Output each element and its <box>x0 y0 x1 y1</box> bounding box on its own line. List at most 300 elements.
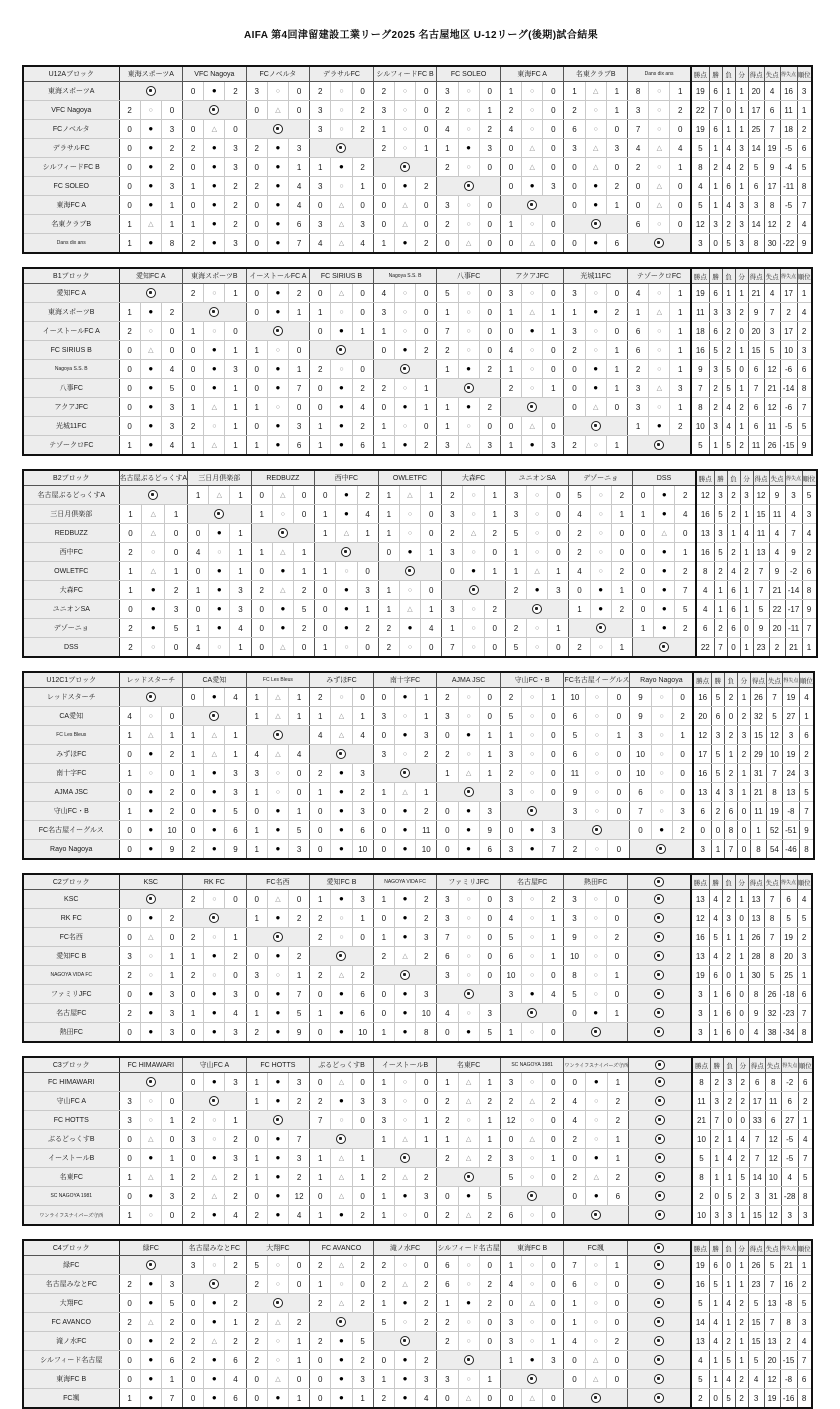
stat-value: 6 <box>780 890 797 909</box>
loss-icon: ● <box>585 177 606 196</box>
draw-icon: △ <box>204 398 225 417</box>
score-for: 0 <box>246 1187 267 1206</box>
team-name: ワンライフスナイパーズ守西 <box>23 1206 119 1226</box>
stat-value: 3 <box>797 82 812 101</box>
win-icon: ○ <box>458 1004 479 1023</box>
stat-value: 8 <box>692 1168 710 1187</box>
draw-icon: △ <box>272 486 293 505</box>
score-for: 4 <box>188 638 209 658</box>
score-for: 0 <box>564 177 585 196</box>
stat-value: 2 <box>735 1294 748 1313</box>
score-for: 0 <box>246 158 267 177</box>
draw-icon: △ <box>522 303 543 322</box>
score-against: 0 <box>479 909 500 928</box>
team-column-header: 愛知FC B <box>310 874 374 890</box>
loss-icon: ● <box>209 600 230 619</box>
team-column-header: NAGOYA VIDA FC <box>373 874 437 890</box>
stat-value: 1 <box>797 284 812 303</box>
draw-icon: △ <box>331 196 352 215</box>
loss-icon: ● <box>336 581 357 600</box>
win-icon: ○ <box>649 215 670 234</box>
score-against: 0 <box>479 928 500 947</box>
stat-value: 0 <box>736 1111 749 1130</box>
loss-icon: ● <box>140 120 161 139</box>
score-for: 2 <box>373 947 394 966</box>
win-icon: ○ <box>331 688 352 707</box>
score-against: 0 <box>606 120 627 139</box>
team-column-header: 名東FC <box>437 1057 501 1073</box>
self-match-cell <box>373 1149 437 1168</box>
win-icon: ○ <box>331 177 352 196</box>
win-icon: ○ <box>204 928 225 947</box>
stat-value: 0 <box>722 101 735 120</box>
score-for: 0 <box>373 985 394 1004</box>
self-match-cell <box>246 322 310 341</box>
score-against: 4 <box>230 619 251 638</box>
score-for: 2 <box>310 1092 331 1111</box>
score-for: 0 <box>315 619 336 638</box>
score-for: 0 <box>310 1370 331 1389</box>
score-for: 0 <box>315 581 336 600</box>
stat-value: 8 <box>692 1073 710 1092</box>
team-column-header: 名古屋みなとFC <box>183 1240 247 1256</box>
soccer-ball-icon <box>273 730 283 740</box>
score-for: 1 <box>373 1187 394 1206</box>
score-for: 2 <box>183 234 204 254</box>
stat-value: 2 <box>724 688 737 707</box>
score-against: 2 <box>293 581 314 600</box>
score-for: 2 <box>310 764 331 783</box>
score-for: 0 <box>183 1149 204 1168</box>
win-icon: ○ <box>585 890 606 909</box>
score-for: 0 <box>119 379 140 398</box>
score-for: 3 <box>437 890 458 909</box>
score-against: 1 <box>289 360 310 379</box>
stat-value: -11 <box>780 177 797 196</box>
stat-header: 得失点 <box>780 66 797 82</box>
score-against: 2 <box>416 909 437 928</box>
stat-value: 0 <box>711 821 724 840</box>
score-against: 1 <box>416 1130 437 1149</box>
loss-icon: ● <box>140 821 161 840</box>
stat-header: 勝点 <box>691 874 709 890</box>
soccer-ball-icon <box>146 1077 156 1087</box>
loss-icon: ● <box>267 436 288 456</box>
score-for: 3 <box>564 909 585 928</box>
score-against: 3 <box>225 139 246 158</box>
score-for: 0 <box>183 1313 204 1332</box>
score-against: 0 <box>479 1313 500 1332</box>
table-row <box>23 284 812 303</box>
empty-match-cell <box>629 1206 693 1226</box>
loss-icon: ● <box>140 360 161 379</box>
win-icon: ○ <box>331 82 352 101</box>
score-against: 10 <box>161 821 182 840</box>
win-icon: ○ <box>527 524 548 543</box>
loss-icon: ● <box>522 436 543 456</box>
table-row <box>23 1168 813 1187</box>
score-for: 4 <box>628 284 649 303</box>
score-against: 6 <box>225 1351 246 1370</box>
stat-value: 7 <box>798 1149 813 1168</box>
team-column-header: 名古屋FC <box>500 874 564 890</box>
stat-value: -6 <box>780 360 797 379</box>
stat-value: 7 <box>799 802 814 821</box>
self-match-cell <box>505 600 569 619</box>
self-match-cell <box>183 707 247 726</box>
win-icon: ○ <box>651 802 672 821</box>
score-against: 5 <box>479 1023 500 1043</box>
score-against: 1 <box>289 158 310 177</box>
stat-value: 3 <box>737 726 750 745</box>
score-for: 0 <box>373 177 394 196</box>
score-for: 8 <box>628 82 649 101</box>
self-match-cell <box>246 726 310 745</box>
team-column-header: 熱田FC <box>564 874 628 890</box>
score-against: 2 <box>416 890 437 909</box>
score-for: 9 <box>630 688 651 707</box>
stat-value: 2 <box>780 215 797 234</box>
win-icon: ○ <box>140 947 161 966</box>
stat-value: 12 <box>691 215 709 234</box>
stat-value: 1 <box>735 1351 748 1370</box>
stat-header: 勝点 <box>696 470 714 486</box>
draw-icon: △ <box>140 1313 161 1332</box>
table-row <box>23 436 812 456</box>
stat-header: 勝点 <box>691 268 709 284</box>
score-against: 1 <box>548 562 569 581</box>
loss-icon: ● <box>140 1332 161 1351</box>
loss-icon: ● <box>394 1004 415 1023</box>
score-against: 0 <box>543 360 564 379</box>
stat-value: 28 <box>748 947 764 966</box>
win-icon: ○ <box>586 1092 608 1111</box>
win-icon: ○ <box>272 505 293 524</box>
score-against: 0 <box>479 890 500 909</box>
stat-value: 8 <box>765 1073 781 1092</box>
score-against: 1 <box>161 966 182 985</box>
draw-icon: △ <box>331 1149 352 1168</box>
stat-value: 1 <box>740 543 753 562</box>
win-icon: ○ <box>204 1111 225 1130</box>
score-for: 3 <box>183 1256 204 1275</box>
score-against: 1 <box>225 436 246 456</box>
score-against: 3 <box>225 1149 246 1168</box>
stat-value: 5 <box>723 1187 736 1206</box>
win-icon: ○ <box>458 947 479 966</box>
score-for: 1 <box>500 360 521 379</box>
score-for: 0 <box>119 524 142 543</box>
stat-value: 6 <box>802 562 817 581</box>
loss-icon: ● <box>394 802 415 821</box>
score-against: 0 <box>543 101 564 120</box>
self-match-cell <box>628 436 692 456</box>
stat-value: 1 <box>709 177 722 196</box>
stat-header: 失点 <box>766 672 782 688</box>
stat-header: 順位 <box>797 1240 812 1256</box>
score-for: 1 <box>500 436 521 456</box>
stat-value: 7 <box>749 1149 765 1168</box>
score-for: 1 <box>315 638 336 658</box>
draw-icon: △ <box>522 1130 543 1149</box>
stat-value: 1 <box>735 379 748 398</box>
team-column-header: デラサルFC <box>310 66 374 82</box>
score-against: 6 <box>225 1389 246 1409</box>
score-against: 0 <box>165 524 188 543</box>
score-for: 1 <box>500 82 521 101</box>
draw-icon: △ <box>394 947 415 966</box>
stat-value: 5 <box>714 505 727 524</box>
team-column-header: みずほFC <box>310 672 374 688</box>
stat-value: 0 <box>735 985 748 1004</box>
team-column-header: 南十字FC <box>373 672 437 688</box>
score-for: 1 <box>310 417 331 436</box>
score-for: 9 <box>630 707 651 726</box>
win-icon: ○ <box>331 1111 352 1130</box>
win-icon: ○ <box>522 1149 543 1168</box>
score-against: 1 <box>225 341 246 360</box>
win-icon: ○ <box>458 966 479 985</box>
score-for: 0 <box>119 139 140 158</box>
stat-value: 9 <box>769 486 785 505</box>
stat-value: -51 <box>782 821 799 840</box>
score-for: 2 <box>246 1313 267 1332</box>
loss-icon: ● <box>394 890 415 909</box>
stat-value: 0 <box>693 821 711 840</box>
score-against: 0 <box>543 82 564 101</box>
score-for: 10 <box>500 966 521 985</box>
stat-value: 4 <box>722 196 735 215</box>
draw-icon: △ <box>649 177 670 196</box>
loss-icon: ● <box>140 783 161 802</box>
score-against: 2 <box>289 284 310 303</box>
stat-value: 2 <box>736 1187 749 1206</box>
score-against: 0 <box>479 1256 500 1275</box>
score-against: 0 <box>543 1073 564 1092</box>
score-for: 1 <box>246 821 267 840</box>
self-match-cell <box>373 966 437 985</box>
header-row <box>23 874 812 890</box>
score-for: 2 <box>246 1351 267 1370</box>
draw-icon: △ <box>522 1389 543 1409</box>
table-row <box>23 619 817 638</box>
self-match-cell <box>183 909 247 928</box>
self-match-cell <box>632 638 696 658</box>
score-against: 3 <box>289 1149 310 1168</box>
score-for: 4 <box>310 234 331 254</box>
stat-header: 失点 <box>765 1057 781 1073</box>
stat-value: 1 <box>709 1370 722 1389</box>
score-for: 0 <box>632 562 653 581</box>
league-table <box>22 671 815 860</box>
score-for: 0 <box>564 379 585 398</box>
score-against: 3 <box>161 417 182 436</box>
stat-value: 25 <box>780 966 797 985</box>
score-for: 1 <box>315 505 336 524</box>
stat-value: 11 <box>769 505 785 524</box>
score-against: 0 <box>611 524 632 543</box>
score-for: 2 <box>373 1256 394 1275</box>
stat-value: 9 <box>748 303 764 322</box>
score-for: 0 <box>119 821 140 840</box>
team-column-header: 守山FC・B <box>500 672 564 688</box>
score-against: 0 <box>606 322 627 341</box>
stat-value: 10 <box>692 1206 710 1226</box>
score-for: 1 <box>505 543 526 562</box>
score-against: 6 <box>606 234 627 254</box>
score-for: 2 <box>437 1149 458 1168</box>
stat-value: 1 <box>723 1130 736 1149</box>
score-against: 4 <box>161 436 182 456</box>
score-for: 0 <box>183 1370 204 1389</box>
win-icon: ○ <box>651 764 672 783</box>
self-match-cell <box>500 802 564 821</box>
score-for: 4 <box>188 543 209 562</box>
loss-icon: ● <box>394 1351 415 1370</box>
win-icon: ○ <box>458 1332 479 1351</box>
score-against: 0 <box>611 543 632 562</box>
score-for: 2 <box>569 638 590 658</box>
score-for: 6 <box>500 947 521 966</box>
score-for: 10 <box>630 745 651 764</box>
score-against: 2 <box>352 1206 373 1226</box>
score-against: 3 <box>161 177 182 196</box>
draw-icon: △ <box>394 215 415 234</box>
stat-value: 3 <box>781 1206 798 1226</box>
stat-value: 16 <box>696 543 714 562</box>
score-against: 0 <box>225 120 246 139</box>
score-for: 3 <box>119 947 140 966</box>
stat-value: 21 <box>764 379 780 398</box>
score-for: 2 <box>119 1313 140 1332</box>
score-for: 0 <box>632 486 653 505</box>
stat-value: 2 <box>735 1370 748 1389</box>
score-for: 1 <box>188 619 209 638</box>
loss-icon: ● <box>654 486 675 505</box>
stat-header: 負 <box>723 1057 736 1073</box>
stat-value: 6 <box>709 120 722 139</box>
soccer-ball-icon <box>654 1317 664 1327</box>
score-for: 5 <box>246 1256 267 1275</box>
score-for: 2 <box>500 1092 521 1111</box>
team-name: AJMA JSC <box>23 783 119 802</box>
loss-icon: ● <box>204 177 225 196</box>
score-against: 1 <box>161 196 182 215</box>
soccer-ball-icon <box>400 1336 410 1346</box>
score-for: 4 <box>564 1111 586 1130</box>
stat-value: 4 <box>709 947 722 966</box>
stat-value: 1 <box>714 581 727 600</box>
stat-value: 29 <box>750 745 766 764</box>
stat-value: -8 <box>780 1370 797 1389</box>
score-against: 2 <box>670 101 691 120</box>
draw-icon: △ <box>458 1073 479 1092</box>
stat-value: 4 <box>797 215 812 234</box>
self-match-cell <box>630 840 694 860</box>
score-against: 3 <box>289 139 310 158</box>
self-match-cell <box>119 1073 183 1092</box>
score-for: 2 <box>183 1206 204 1226</box>
score-for: 1 <box>315 562 336 581</box>
score-for: 2 <box>442 486 463 505</box>
score-against: 2 <box>225 947 246 966</box>
stat-value: 2 <box>735 303 748 322</box>
score-for: 0 <box>246 890 267 909</box>
draw-icon: △ <box>458 1092 479 1111</box>
stat-value: 5 <box>711 764 724 783</box>
score-against: 0 <box>543 745 564 764</box>
stat-value: 7 <box>797 196 812 215</box>
soccer-ball-icon <box>464 181 474 191</box>
score-for: 1 <box>373 928 394 947</box>
score-against: 2 <box>416 1168 437 1187</box>
stat-value: 2 <box>709 398 722 417</box>
draw-icon: △ <box>522 139 543 158</box>
score-against: 0 <box>289 82 310 101</box>
score-for: 0 <box>310 398 331 417</box>
score-for: 9 <box>564 928 585 947</box>
score-for: 1 <box>373 1370 394 1389</box>
win-icon: ○ <box>458 707 479 726</box>
score-against: 5 <box>289 1004 310 1023</box>
stat-value: 7 <box>764 928 780 947</box>
stat-value: 2 <box>797 322 812 341</box>
self-match-cell <box>183 303 247 322</box>
score-against: 0 <box>225 966 246 985</box>
score-for: 1 <box>373 890 394 909</box>
stat-value: 1 <box>737 688 750 707</box>
score-for: 2 <box>183 1351 204 1370</box>
stat-value: 2 <box>727 505 740 524</box>
team-column-header: 東海FC B <box>500 1240 564 1256</box>
loss-icon: ● <box>585 196 606 215</box>
table-row <box>23 543 817 562</box>
stat-value: 3 <box>785 486 802 505</box>
stat-value: 3 <box>710 1092 723 1111</box>
team-column-header: Rayo Nagoya <box>630 672 694 688</box>
win-icon: ○ <box>140 707 161 726</box>
score-against: 0 <box>289 101 310 120</box>
loss-icon: ● <box>585 379 606 398</box>
draw-icon: △ <box>331 1168 352 1187</box>
stat-value: 6 <box>722 985 735 1004</box>
stat-header: 勝 <box>709 268 722 284</box>
stat-header: 分 <box>735 874 748 890</box>
score-against: 0 <box>543 707 564 726</box>
soccer-ball-icon <box>654 1374 664 1384</box>
soccer-ball-icon <box>592 825 602 835</box>
win-icon: ○ <box>522 928 543 947</box>
draw-icon: △ <box>140 1168 161 1187</box>
stat-header: 勝 <box>711 672 724 688</box>
stat-value: 11 <box>748 436 764 456</box>
score-for: 1 <box>246 783 267 802</box>
win-icon: ○ <box>590 505 611 524</box>
soccer-ball-icon <box>209 105 219 115</box>
score-for: 12 <box>500 1111 521 1130</box>
team-name: 緑FC <box>23 1256 119 1275</box>
stat-value: -15 <box>780 1351 797 1370</box>
score-for: 0 <box>630 821 651 840</box>
stat-value: 2 <box>723 1092 736 1111</box>
stat-header: 得点 <box>748 874 764 890</box>
score-for: 2 <box>246 139 267 158</box>
soccer-ball-icon <box>405 566 415 576</box>
stat-value: 12 <box>765 1130 781 1149</box>
win-icon: ○ <box>522 1275 543 1294</box>
stat-value: 16 <box>780 1275 797 1294</box>
score-for: 0 <box>119 1149 140 1168</box>
